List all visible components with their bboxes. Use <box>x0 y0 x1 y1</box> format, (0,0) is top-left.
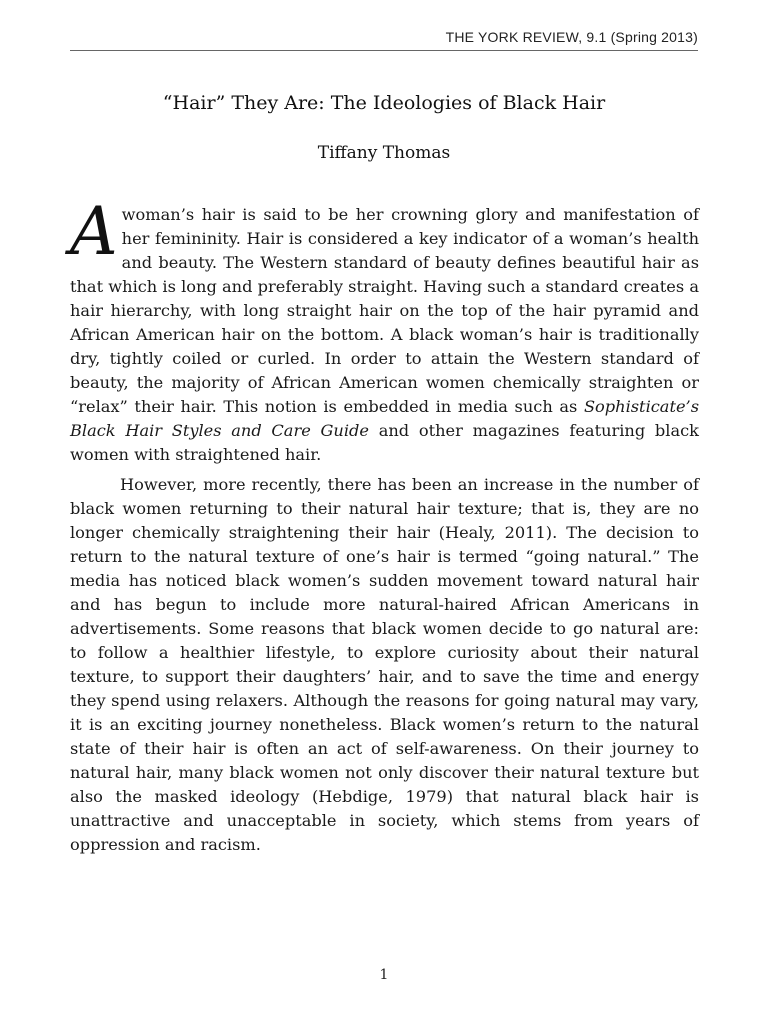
article-title: “Hair” They Are: The Ideologies of Black Hair <box>162 92 606 114</box>
paragraph-1 <box>70 193 699 467</box>
article-author: Tiffany Thomas <box>317 143 451 163</box>
paragraph-1-text-a: woman’s hair is said to be her crowning glory and manifestation of her femininity. Hair is considered a key indicator of a woman’s health and beauty. The Western standard of beauty defines beautiful hair as that which is long and preferably straight. Having such a standard creates a hair hierarchy, with long straight hair on the top of the hair pyramid and African American hair on the bottom. A black woman’s hair is traditionally dry, tightly coiled or curled. In order to attain the Western standard of beauty, the majority of African American women chemically straighten or “relax” their hair. This notion is embedded in media such as <box>70 205 699 416</box>
running-header: THE YORK REVIEW, 9.1 (Spring 2013) <box>445 29 698 45</box>
magazine-title: Sophisticate’s Black Hair Styles and Care Guide <box>70 397 699 440</box>
drop-cap: A <box>70 193 118 270</box>
paragraph-2: However, more recently, there has been an increase in the number of black women returning to their natural hair texture; that is, they are no longer chemically straightening their hair (Healy, 2011). The decision to return to the natural texture of one’s hair is termed “going natural.” The media has noticed black women’s sudden movement toward natural hair and has begun to include more natural-haired African Americans in advertisements. Some reasons that black women decide to go natural are: to follow a healthier lifestyle, to explore curiosity about their natural texture, to support their daughters’ hair, and to save the time and energy they spend using relaxers. Although the reasons for going natural may vary, it is an exciting journey nonetheless. Black women’s return to the natural state of their hair is often an act of self-awareness. On their journey to natural hair, many black women not only discover their natural texture but also the masked ideology (Hebdige, 1979) that natural black hair is unattractive and unacceptable in society, which stems from years of oppression and racism. <box>70 475 699 854</box>
paragraph-1-text-b: and other magazines featuring black women with straightened hair. <box>70 421 699 464</box>
article-body <box>70 193 699 857</box>
page-number: 1 <box>379 967 389 983</box>
header-rule <box>70 50 698 51</box>
